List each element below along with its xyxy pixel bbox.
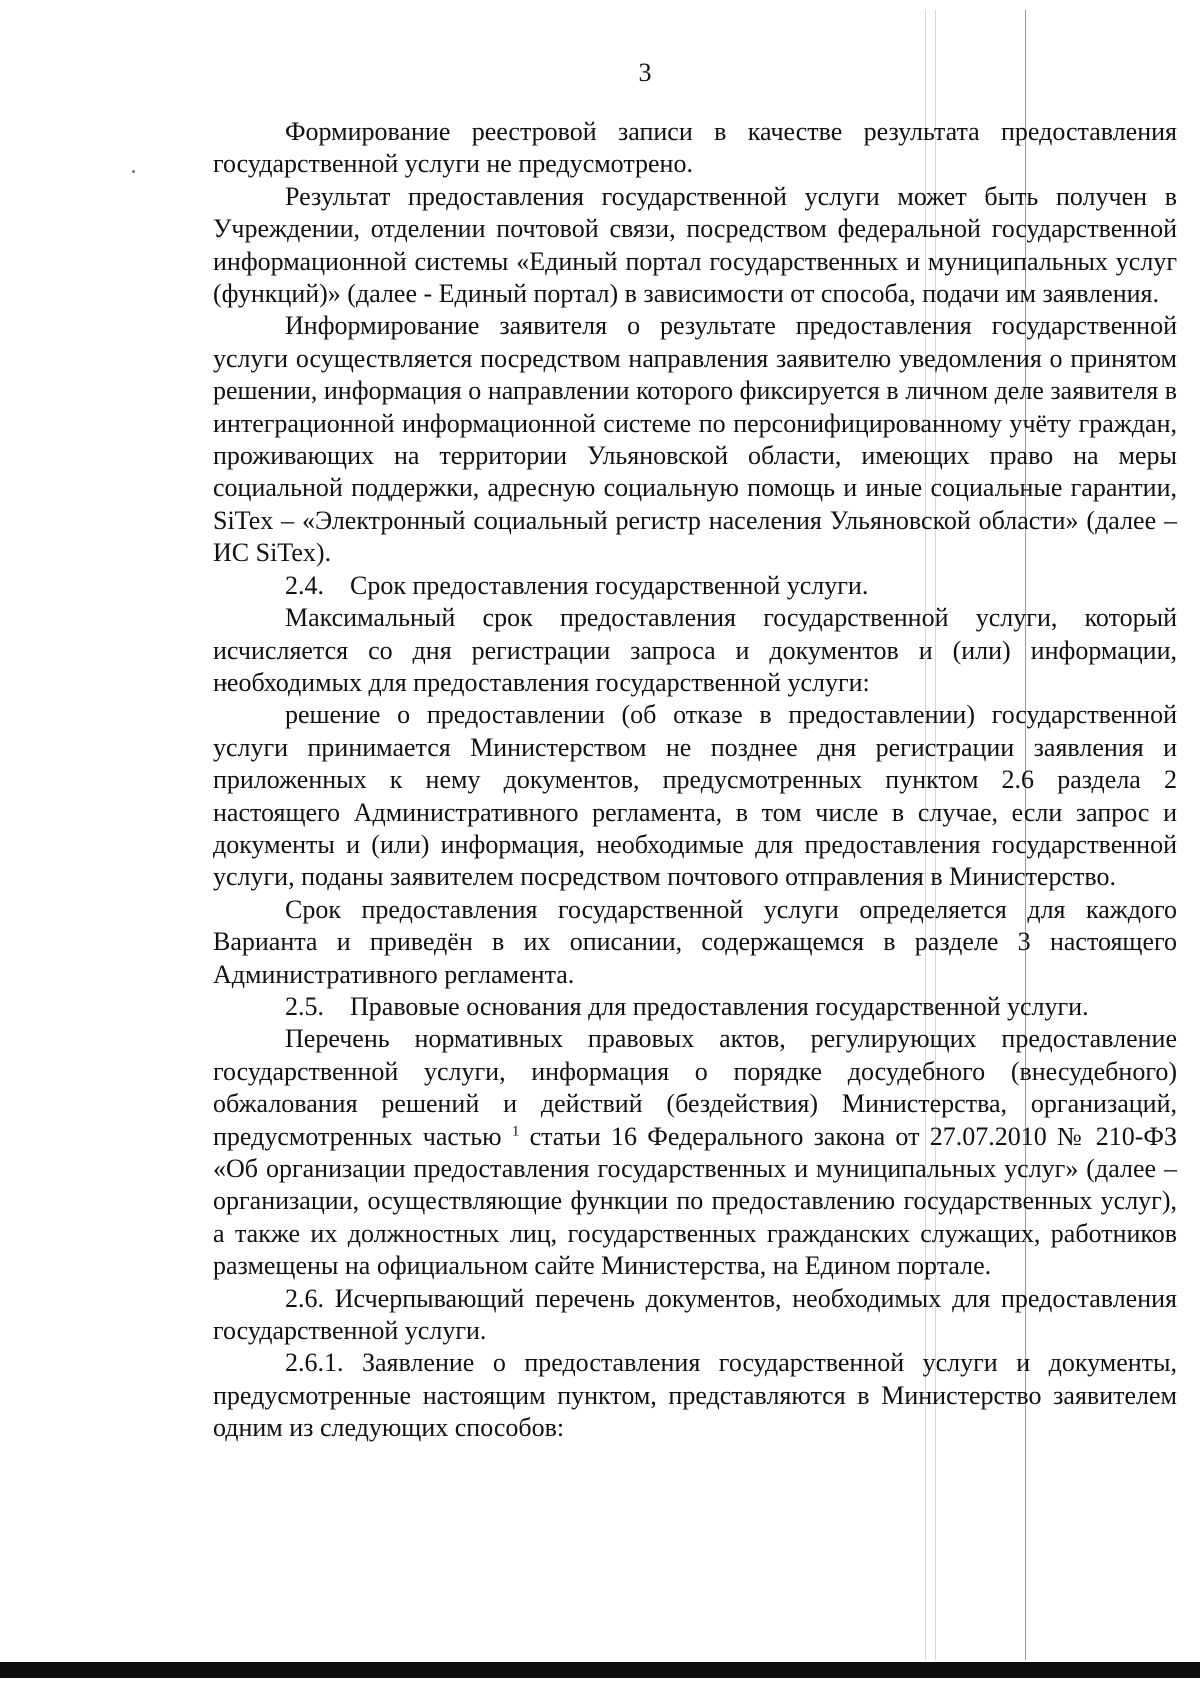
superscript: 1	[511, 1122, 520, 1139]
paragraph: 2.6.1. Заявление о предоставления государственной услуги и документы, предусмотренные настоящим пунктом, представляются в Министерство заявителем одним из следующих способов:	[213, 1348, 1177, 1443]
section-heading: 2.5. Правовые основания для предоставления государственной услуги.	[285, 991, 1089, 1021]
section-heading: 2.4. Срок предоставления государственной услуги.	[285, 570, 869, 600]
paragraph: Формирование реестровой записи в качестве результата предоставления государственной услуги не предусмотрено.	[213, 117, 1177, 179]
paragraph: Максимальный срок предоставления государственной услуги, который исчисляется со дня регистрации запроса и документов и (или) информации, необходимых для предоставления государственной услуги:	[213, 603, 1177, 697]
paragraph: решение о предоставлении (об отказе в предоставлении) государственной услуги принимается Министерством не позднее дня регистрации заявления и приложенных к нему документов, предусмотренных пунктом 2.6 раздела 2 настоящего Административного регламента, в том числе в случае, если запрос и документы и (или) информация, необходимые для предоставления государственной услуги, поданы заявителем посредством почтового отправления в Министерство.	[213, 700, 1177, 892]
paragraph: Информирование заявителя о результате предоставления государственной услуги осуществляется посредством направления заявителю уведомления о принятом решении, информация о направлении которого фиксируется в личном деле заявителя в интеграционной информационной системе по персонифицированному учёту граждан, проживающих на территории Ульяновской области, имеющих право на меры социальной поддержки, адресную социальную помощь и иные социальные гарантии, SiTex – «Электронный социальный регистр населения Ульяновской области» (далее – ИС SiTex).	[213, 311, 1177, 568]
scan-bottom-edge	[0, 1662, 1200, 1678]
paragraph	[213, 1023, 1177, 1282]
paragraph: Срок предоставления государственной услуги определяется для каждого Варианта и приведён в их описании, содержащемся в разделе 3 настоящего Административного регламента.	[213, 894, 1177, 989]
page-number: 3	[638, 58, 652, 87]
document-body	[213, 116, 1177, 1445]
paragraph-part: Перечень нормативных правовых актов, регулирующих предоставление государственной услуги, информация о порядке досудебного (внесудебного) обжалования решений и действий (бездействия) Министерства, организаций, предусмотренных частью	[213, 1024, 1177, 1151]
section-heading: 2.6. Исчерпывающий перечень документов, необходимых для предоставления государственной услуги.	[213, 1283, 1177, 1346]
paragraph-part: статьи 16 Федерального закона от 27.07.2010 № 210-ФЗ «Об организации предоставления государственных и муниципальных услуг» (далее – организации, осуществляющие функции по предоставлению государственных услуг), а также их должностных лиц, государственных гражданских служащих, работников размещены на официальном сайте Министерства, на Едином портале.	[213, 1121, 1178, 1281]
scan-speck	[132, 170, 135, 173]
paragraph: Результат предоставления государственной услуги может быть получен в Учреждении, отделении почтовой связи, посредством федеральной государственной информационной системы «Единый портал государственных и муниципальных услуг (функций)» (далее - Единый портал) в зависимости от способа, подачи им заявления.	[213, 181, 1177, 309]
